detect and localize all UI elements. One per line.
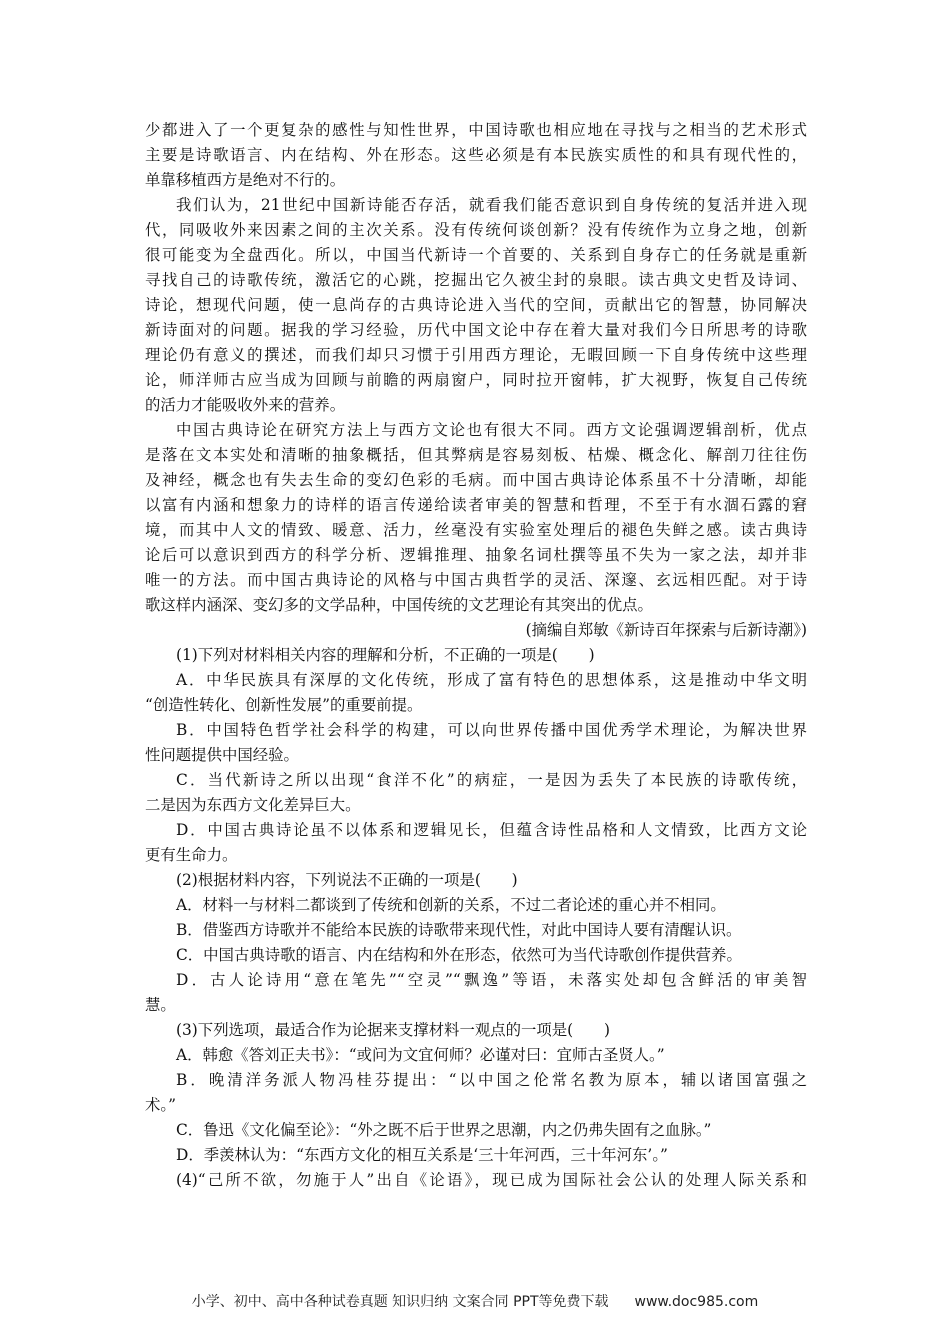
text-column — [145, 118, 807, 1193]
question-1-option-c-cont: 二是因为东西方文化差异巨大。 — [145, 796, 361, 814]
question-1-option-c: C．当代新诗之所以出现“食洋不化”的病症，一是因为丢失了本民族的诗歌传统， — [176, 771, 807, 789]
question-3-option-b: B．晚清洋务派人物冯桂芬提出：“以中国之伦常名教为原本，辅以诸国富强之 — [176, 1071, 807, 1089]
question-4-stem: (4)“己所不欲，勿施于人”出自《论语》，现已成为国际社会公认的处理人际关系和 — [176, 1171, 807, 1189]
footer-site-link[interactable]: www.doc985.com — [634, 1294, 759, 1310]
page-footer — [0, 1291, 950, 1313]
question-2-stem: (2)根据材料内容，下列说法不正确的一项是( ) — [176, 871, 518, 889]
question-1-option-d-cont: 更有生命力。 — [145, 846, 238, 864]
question-2-option-d: D．古人论诗用“意在笔先”“空灵”“飘逸”等语，未落实处却包含鲜活的审美智 — [176, 971, 807, 989]
question-3-option-c: C．鲁迅《文化偏至论》：“外之既不后于世界之思潮，内之仍弗失固有之血脉。” — [176, 1121, 712, 1139]
paragraph-line: 我们认为，21世纪中国新诗能否存活，就看我们能否意识到自身传统的复活并进入现 — [176, 196, 807, 214]
paragraph-line: 寻找自己的诗歌传统，激活它的心跳，挖掘出它久被尘封的泉眼。读古典文史哲及诗词、 — [145, 271, 807, 289]
paragraph-line: 的活力才能吸收外来的营养。 — [145, 396, 346, 414]
question-3-option-d: D．季羡林认为：“东西方文化的相互关系是‘三十年河西，三十年河东’。” — [176, 1146, 668, 1164]
paragraph-line: 主要是诗歌语言、内在结构、外在形态。这些必须是有本民族实质性的和具有现代性的， — [145, 146, 807, 164]
paragraph-line: 歌这样内涵深、变幻多的文学品种，中国传统的文艺理论有其突出的优点。 — [145, 596, 653, 614]
paragraph-line: 中国古典诗论在研究方法上与西方文论也有很大不同。西方文论强调逻辑剖析，优点 — [176, 421, 807, 439]
paragraph-line: 以富有内涵和想象力的诗样的语言传递给读者审美的智慧和哲理，不至于有水涸石露的窘 — [145, 496, 807, 514]
paragraph-line: 论后可以意识到西方的科学分析、逻辑推理、抽象名词杜撰等虽不失为一家之法，却并非 — [145, 546, 807, 564]
question-1-option-a: A．中华民族具有深厚的文化传统，形成了富有特色的思想体系，这是推动中华文明 — [176, 671, 807, 689]
question-2-option-b: B．借鉴西方诗歌并不能给本民族的诗歌带来现代性，对此中国诗人要有清醒认识。 — [176, 921, 742, 939]
question-3-option-a: A．韩愈《答刘正夫书》：“或问为文宜何师？必谨对曰：宜师古圣贤人。” — [176, 1046, 665, 1064]
question-1-option-b-cont: 性问题提供中国经验。 — [145, 746, 299, 764]
paragraph-line: 很可能变为全盘西化。所以，中国当代新诗一个首要的、关系到自身存亡的任务就是重新 — [145, 246, 807, 264]
paragraph-line: 唯一的方法。而中国古典诗论的风格与中国古典哲学的灵活、深邃、玄远相匹配。对于诗 — [145, 571, 807, 589]
footer-text: 小学、初中、高中各种试卷真题 知识归纳 文案合同 PPT等免费下载 — [191, 1294, 609, 1310]
paragraph-line: 及神经，概念也有失去生命的变幻色彩的毛病。而中国古典诗论体系虽不十分清晰，却能 — [145, 471, 807, 489]
question-3-option-b-cont: 术。” — [145, 1096, 176, 1114]
paragraph-line: 新诗面对的问题。据我的学习经验，历代中国文论中存在着大量对我们今日所思考的诗歌 — [145, 321, 807, 339]
paragraph-line: 是落在文本实处和清晰的抽象概括，但其弊病是容易刻板、枯燥、概念化、解剖刀往往伤 — [145, 446, 807, 464]
paragraph-line: 单靠移植西方是绝对不行的。 — [145, 171, 346, 189]
paragraph-line: 少都进入了一个更复杂的感性与知性世界，中国诗歌也相应地在寻找与之相当的艺术形式 — [145, 121, 807, 139]
paragraph-line: 论，师洋师古应当成为回顾与前瞻的两扇窗户，同时拉开窗帏，扩大视野，恢复自己传统 — [145, 371, 807, 389]
question-2-option-a: A．材料一与材料二都谈到了传统和创新的关系，不过二者论述的重心并不相同。 — [176, 896, 726, 914]
question-1-option-d: D．中国古典诗论虽不以体系和逻辑见长，但蕴含诗性品格和人文情致，比西方文论 — [176, 821, 807, 839]
paragraph-line: 代，同吸收外来因素之间的主次关系。没有传统何谈创新？没有传统作为立身之地，创新 — [145, 221, 807, 239]
question-2-option-c: C．中国古典诗歌的语言、内在结构和外在形态，依然可为当代诗歌创作提供营养。 — [176, 946, 742, 964]
paragraph-line: 境，而其中人文的情致、暖意、活力，丝毫没有实验室处理后的褪色失鲜之感。读古典诗 — [145, 521, 807, 539]
question-3-stem: (3)下列选项，最适合作为论据来支撑材料一观点的一项是( ) — [176, 1021, 610, 1039]
question-2-option-d-cont: 慧。 — [145, 996, 176, 1014]
paragraph-line: 理论仍有意义的撰述，而我们却只习惯于引用西方理论，无暇回顾一下自身传统中这些理 — [145, 346, 807, 364]
question-1-option-a-cont: “创造性转化、创新性发展”的重要前提。 — [145, 696, 423, 714]
question-1-stem: (1)下列对材料相关内容的理解和分析，不正确的一项是( ) — [176, 646, 595, 664]
question-1-option-b: B．中国特色哲学社会科学的构建，可以向世界传播中国优秀学术理论，为解决世界 — [176, 721, 807, 739]
source-citation: (摘编自郑敏《新诗百年探索与后新诗潮》) — [525, 621, 807, 639]
paragraph-line: 诗论，想现代问题，使一息尚存的古典诗论进入当代的空间，贡献出它的智慧，协同解决 — [145, 296, 807, 314]
